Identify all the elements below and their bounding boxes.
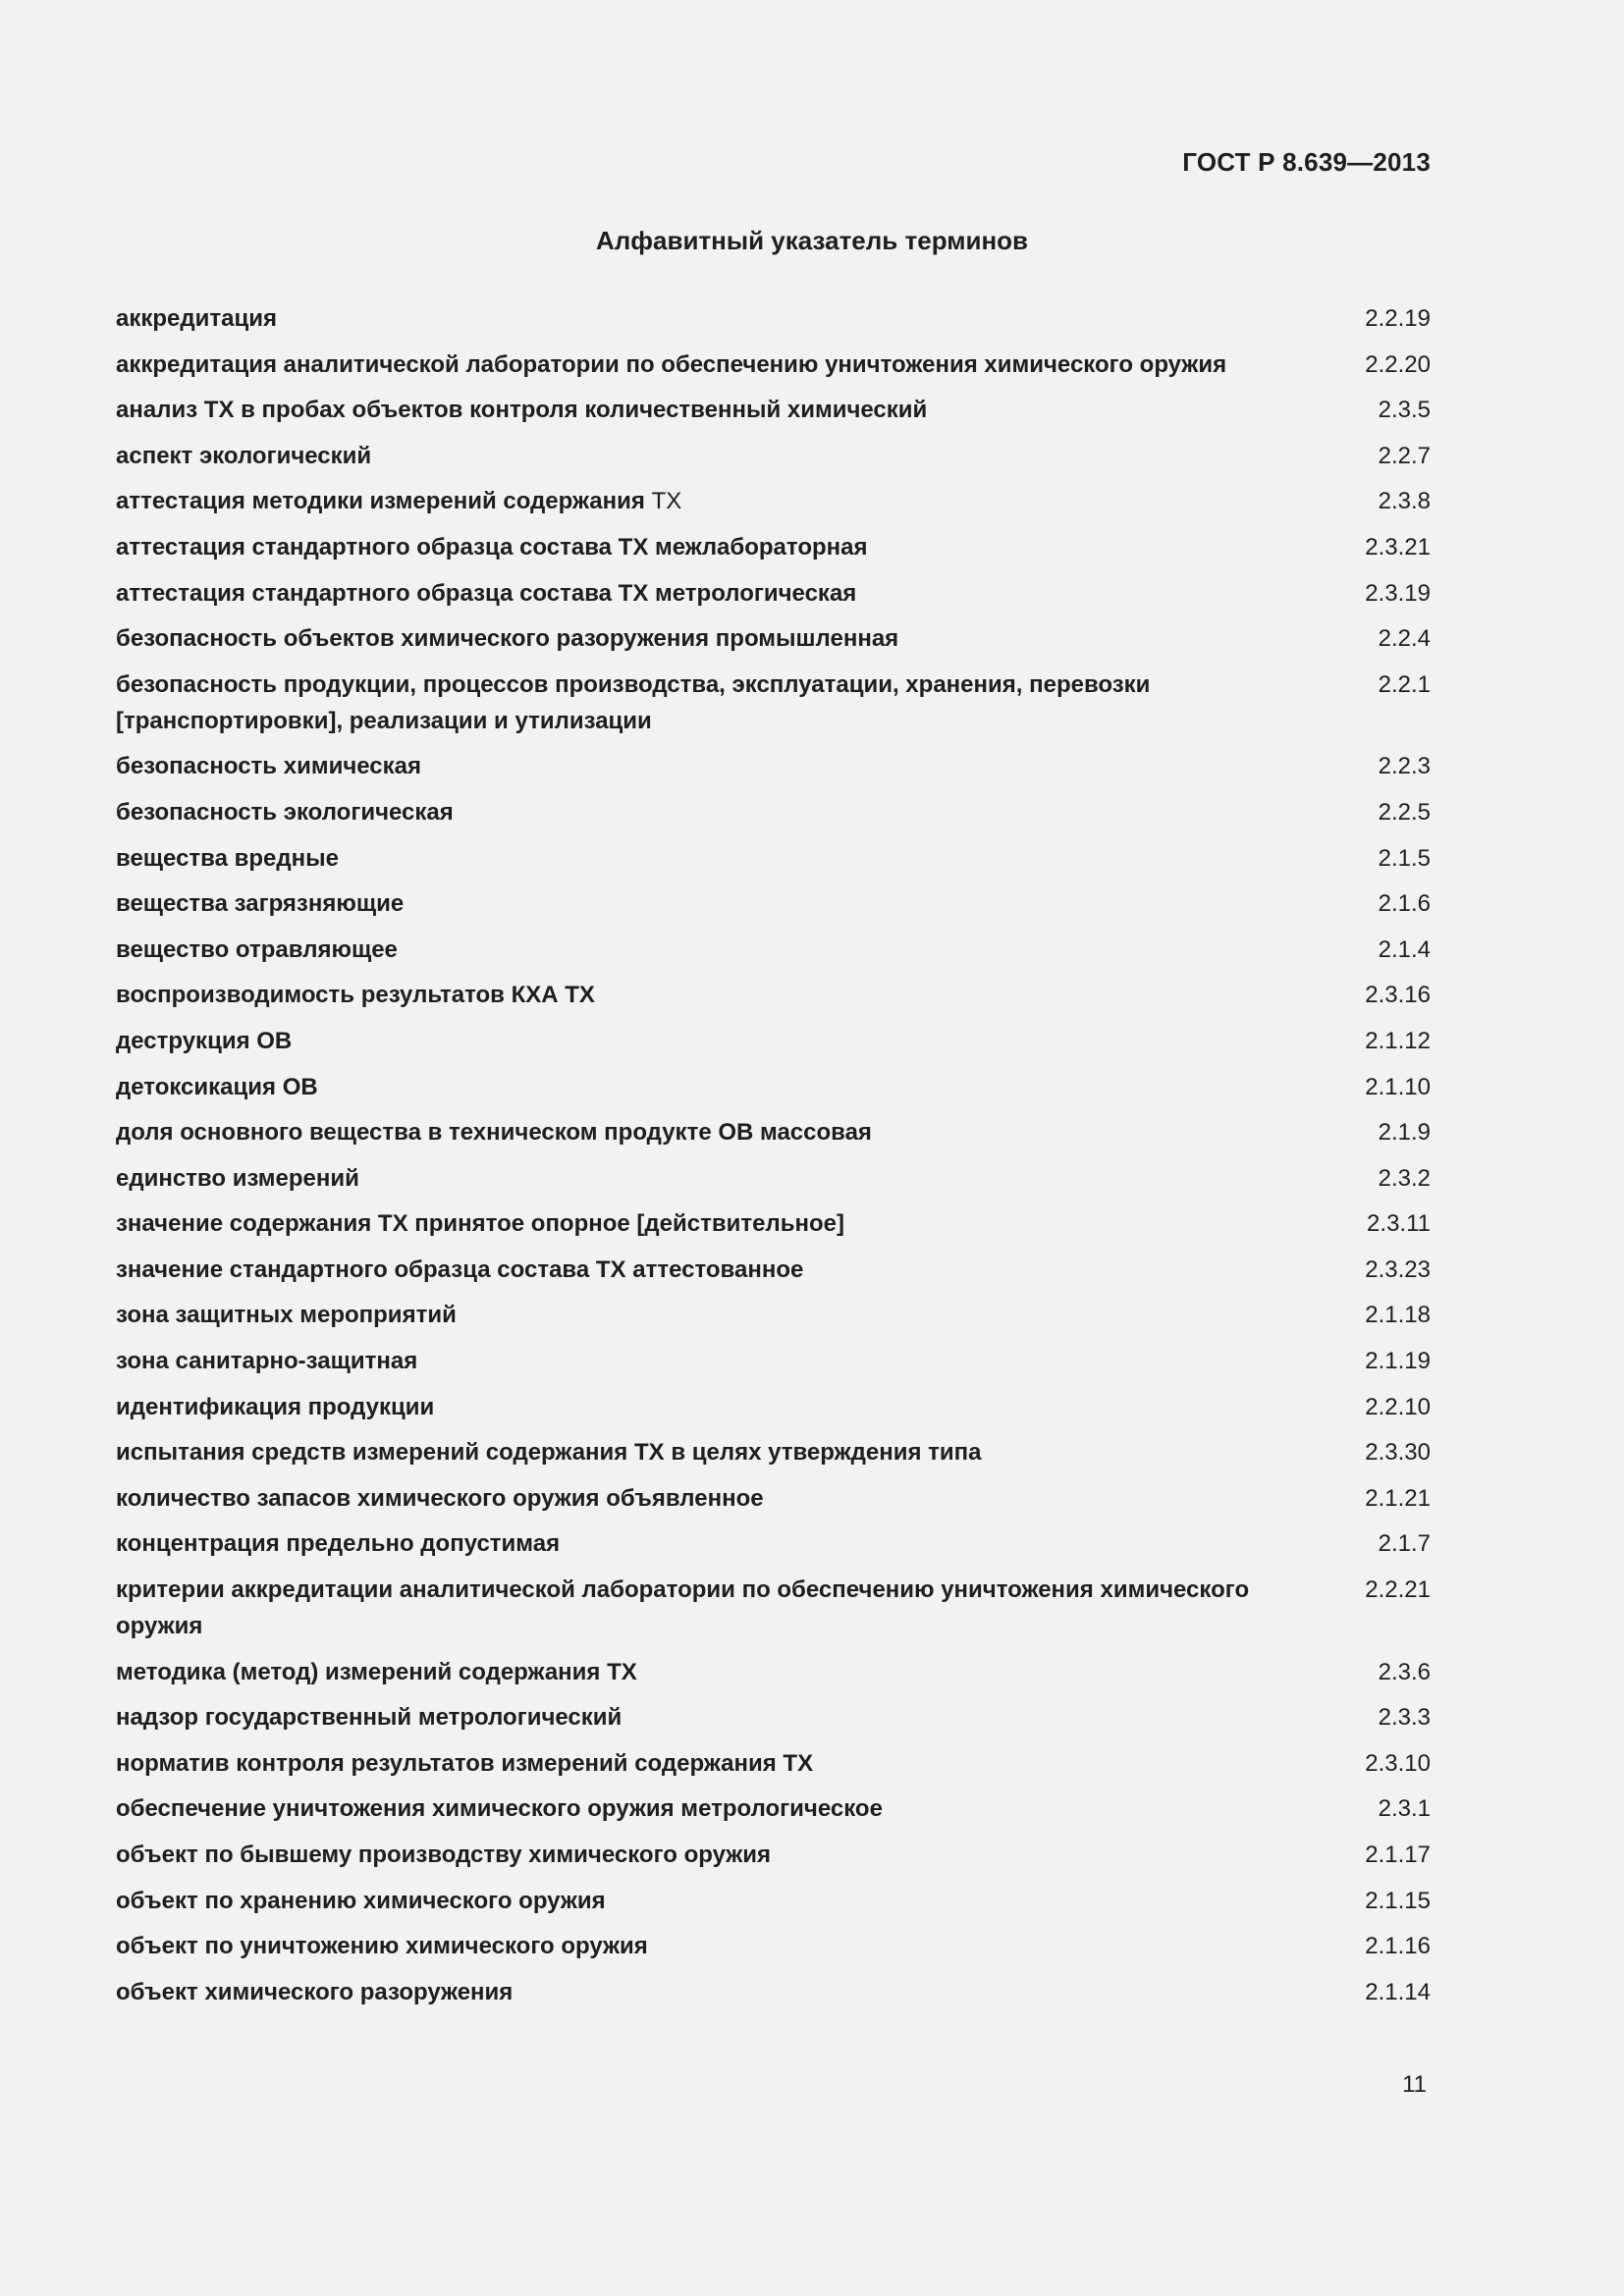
index-reference: 2.2.3 [1378, 753, 1431, 780]
index-term-text: безопасность экологическая [116, 798, 454, 826]
index-entry [116, 438, 1431, 474]
index-term-text: деструкция ОВ [116, 1027, 293, 1054]
index-reference: 2.1.17 [1365, 1842, 1431, 1868]
index-reference: 2.1.21 [1365, 1484, 1431, 1512]
index-term-text: анализ ТХ в пробах объектов контроля количественный химический [116, 397, 928, 424]
index-entry [116, 1654, 1431, 1690]
index-reference: 2.3.19 [1365, 579, 1431, 607]
index-reference: 2.3.11 [1367, 1210, 1431, 1238]
index-term [116, 840, 1294, 877]
index-reference: 2.1.9 [1378, 1119, 1431, 1147]
index-reference: 2.2.19 [1365, 305, 1431, 332]
index-term [116, 1343, 1294, 1379]
index-reference: 2.1.10 [1365, 1073, 1431, 1100]
index-term-text: аттестация стандартного образца состава ТХ межлабораторная [116, 533, 868, 561]
index-term-text: объект по уничтожению химического оружия [116, 1933, 648, 1960]
index-entry [116, 1297, 1431, 1333]
index-reference: 2.1.16 [1365, 1933, 1431, 1960]
index-term-text: аттестация стандартного образца состава ТХ метрологическая [116, 579, 857, 607]
index-term [116, 1114, 1294, 1150]
index-reference: 2.1.5 [1378, 844, 1431, 872]
index-reference: 2.3.30 [1365, 1439, 1431, 1467]
index-term [116, 1525, 1294, 1562]
index-reference: 2.1.19 [1365, 1348, 1431, 1375]
index-term-text: количество запасов химического оружия объявленное [116, 1484, 764, 1512]
index-reference: 2.3.6 [1378, 1658, 1431, 1685]
index-reference: 2.1.18 [1365, 1302, 1431, 1329]
index-entry [116, 667, 1431, 739]
index-term [116, 1790, 1294, 1827]
index-term-text: безопасность объектов химического разоружения промышленная [116, 625, 899, 653]
index-entry [116, 575, 1431, 612]
index-entry [116, 1883, 1431, 1919]
index-term-text: аспект экологический [116, 442, 372, 469]
index-term [116, 1480, 1294, 1517]
index-term [116, 620, 1294, 657]
index-term [116, 1434, 1294, 1470]
index-reference: 2.1.12 [1365, 1027, 1431, 1054]
index-term [116, 1974, 1294, 2010]
index-reference: 2.3.23 [1365, 1255, 1431, 1283]
index-entry [116, 1837, 1431, 1873]
index-entry [116, 932, 1431, 968]
index-reference: 2.2.7 [1378, 442, 1431, 469]
index-term [116, 1252, 1294, 1288]
index-reference: 2.2.5 [1378, 798, 1431, 826]
index-entry [116, 620, 1431, 657]
index-term [116, 1297, 1294, 1333]
index-term [116, 748, 1294, 784]
index-term-text: вещество отравляющее [116, 935, 398, 963]
index-term-text: зона защитных мероприятий [116, 1302, 457, 1329]
index-term-text: обеспечение уничтожения химического оружия метрологическое [116, 1795, 883, 1823]
index-entry [116, 1252, 1431, 1288]
index-term [116, 1160, 1294, 1197]
index-entry [116, 885, 1431, 922]
index-reference: 2.1.6 [1378, 890, 1431, 918]
index-reference: 2.1.4 [1378, 935, 1431, 963]
index-entry [116, 529, 1431, 565]
index-reference: 2.1.14 [1365, 1978, 1431, 2005]
index-term [116, 300, 1294, 337]
index-entry [116, 840, 1431, 877]
index-term [116, 392, 1294, 428]
index-reference: 2.3.16 [1365, 982, 1431, 1009]
index-entry [116, 977, 1431, 1013]
index-reference: 2.3.5 [1378, 397, 1431, 424]
index-reference: 2.2.4 [1378, 625, 1431, 653]
index-term-text: значение стандартного образца состава ТХ аттестованное [116, 1255, 804, 1283]
index-entry [116, 1699, 1431, 1735]
index-term [116, 529, 1294, 565]
index-term-text: объект по бывшему производству химического оружия [116, 1842, 772, 1868]
index-entry [116, 1205, 1431, 1242]
index-reference: 2.3.21 [1365, 533, 1431, 561]
index-entry [116, 300, 1431, 337]
index-term-text: объект по хранению химического оружия [116, 1887, 606, 1914]
index-term-text: надзор государственный метрологический [116, 1704, 623, 1732]
index-reference: 2.3.10 [1365, 1749, 1431, 1777]
index-entry [116, 1389, 1431, 1425]
page-title: Алфавитный указатель терминов [595, 226, 1029, 255]
index-entry [116, 1114, 1431, 1150]
index-entry [116, 1745, 1431, 1782]
index-reference: 2.2.10 [1365, 1393, 1431, 1420]
index-entry [116, 1928, 1431, 1964]
index-term [116, 1572, 1294, 1644]
index-term-text: зона санитарно-защитная [116, 1348, 418, 1375]
index-term [116, 1883, 1294, 1919]
index-term [116, 347, 1294, 383]
index-entry [116, 1572, 1431, 1644]
index-entry [116, 1434, 1431, 1470]
index-term-text: единство измерений [116, 1164, 359, 1192]
index-term-text: аккредитация аналитической лаборатории по обеспечению уничтожения химического оружия [116, 350, 1227, 378]
index-term [116, 794, 1294, 830]
document-code: ГОСТ Р 8.639—2013 [1182, 147, 1431, 177]
index-term [116, 932, 1294, 968]
index-reference: 2.3.1 [1378, 1795, 1431, 1823]
index-term-tail: ТХ [644, 488, 682, 515]
index-reference: 2.2.1 [1378, 670, 1431, 698]
index-term [116, 1699, 1294, 1735]
index-reference: 2.1.7 [1378, 1530, 1431, 1558]
page-number: 11 [1402, 2071, 1427, 2098]
index-term [116, 1023, 1294, 1059]
index-term-text: значение содержания ТХ принятое опорное [действительное] [116, 1210, 844, 1238]
index-term [116, 885, 1294, 922]
index-reference: 2.3.3 [1378, 1704, 1431, 1732]
index-entry [116, 794, 1431, 830]
index-reference: 2.2.21 [1365, 1576, 1431, 1604]
index-term-text: норматив контроля результатов измерений содержания ТХ [116, 1749, 814, 1777]
index-term [116, 977, 1294, 1013]
index-term-text: концентрация предельно допустимая [116, 1530, 561, 1558]
index-term [116, 1654, 1294, 1690]
index-term [116, 1928, 1294, 1964]
index-term-text: испытания средств измерений содержания ТХ в целях утверждения типа [116, 1439, 982, 1467]
index-term [116, 1069, 1294, 1105]
index-term-text: воспроизводимость результатов КХА ТХ [116, 982, 595, 1009]
index-term [116, 1837, 1294, 1873]
index-term [116, 1205, 1294, 1242]
index-entry [116, 1790, 1431, 1827]
index-term [116, 575, 1294, 612]
index-term-text: аттестация методики измерений содержания [116, 488, 645, 515]
index-term [116, 483, 1294, 519]
index-entry [116, 1480, 1431, 1517]
index-reference: 2.2.20 [1365, 350, 1431, 378]
index-term-text: методика (метод) измерений содержания ТХ [116, 1658, 637, 1685]
index-entry [116, 1974, 1431, 2010]
index-term-text: доля основного вещества в техническом продукте ОВ массовая [116, 1119, 872, 1147]
index-term [116, 667, 1294, 739]
index-entry [116, 1069, 1431, 1105]
index-term-text: детоксикация ОВ [116, 1073, 318, 1100]
index-entry [116, 1343, 1431, 1379]
index-entry [116, 483, 1431, 519]
index-entry [116, 1023, 1431, 1059]
index-term-text: объект химического разоружения [116, 1978, 514, 2005]
index-term-text: безопасность химическая [116, 753, 422, 780]
index-entry [116, 1525, 1431, 1562]
index-term [116, 1745, 1294, 1782]
index-term [116, 1389, 1294, 1425]
index-entry [116, 392, 1431, 428]
index-reference: 2.3.8 [1378, 488, 1431, 515]
term-index-list [116, 300, 1431, 2019]
index-entry [116, 347, 1431, 383]
index-term-text: безопасность продукции, процессов производства, эксплуатации, хранения, перевозки [транспортировки], реализации и утилизации [116, 670, 1151, 734]
index-entry [116, 1160, 1431, 1197]
index-term-text: вещества вредные [116, 844, 339, 872]
index-term-text: критерии аккредитации аналитической лаборатории по обеспечению уничтожения химического оружия [116, 1576, 1250, 1640]
index-term [116, 438, 1294, 474]
index-term-text: аккредитация [116, 305, 277, 332]
index-term-text: вещества загрязняющие [116, 890, 405, 918]
index-term-text: идентификация продукции [116, 1393, 435, 1420]
index-reference: 2.1.15 [1365, 1887, 1431, 1914]
index-reference: 2.3.2 [1378, 1164, 1431, 1192]
index-entry [116, 748, 1431, 784]
